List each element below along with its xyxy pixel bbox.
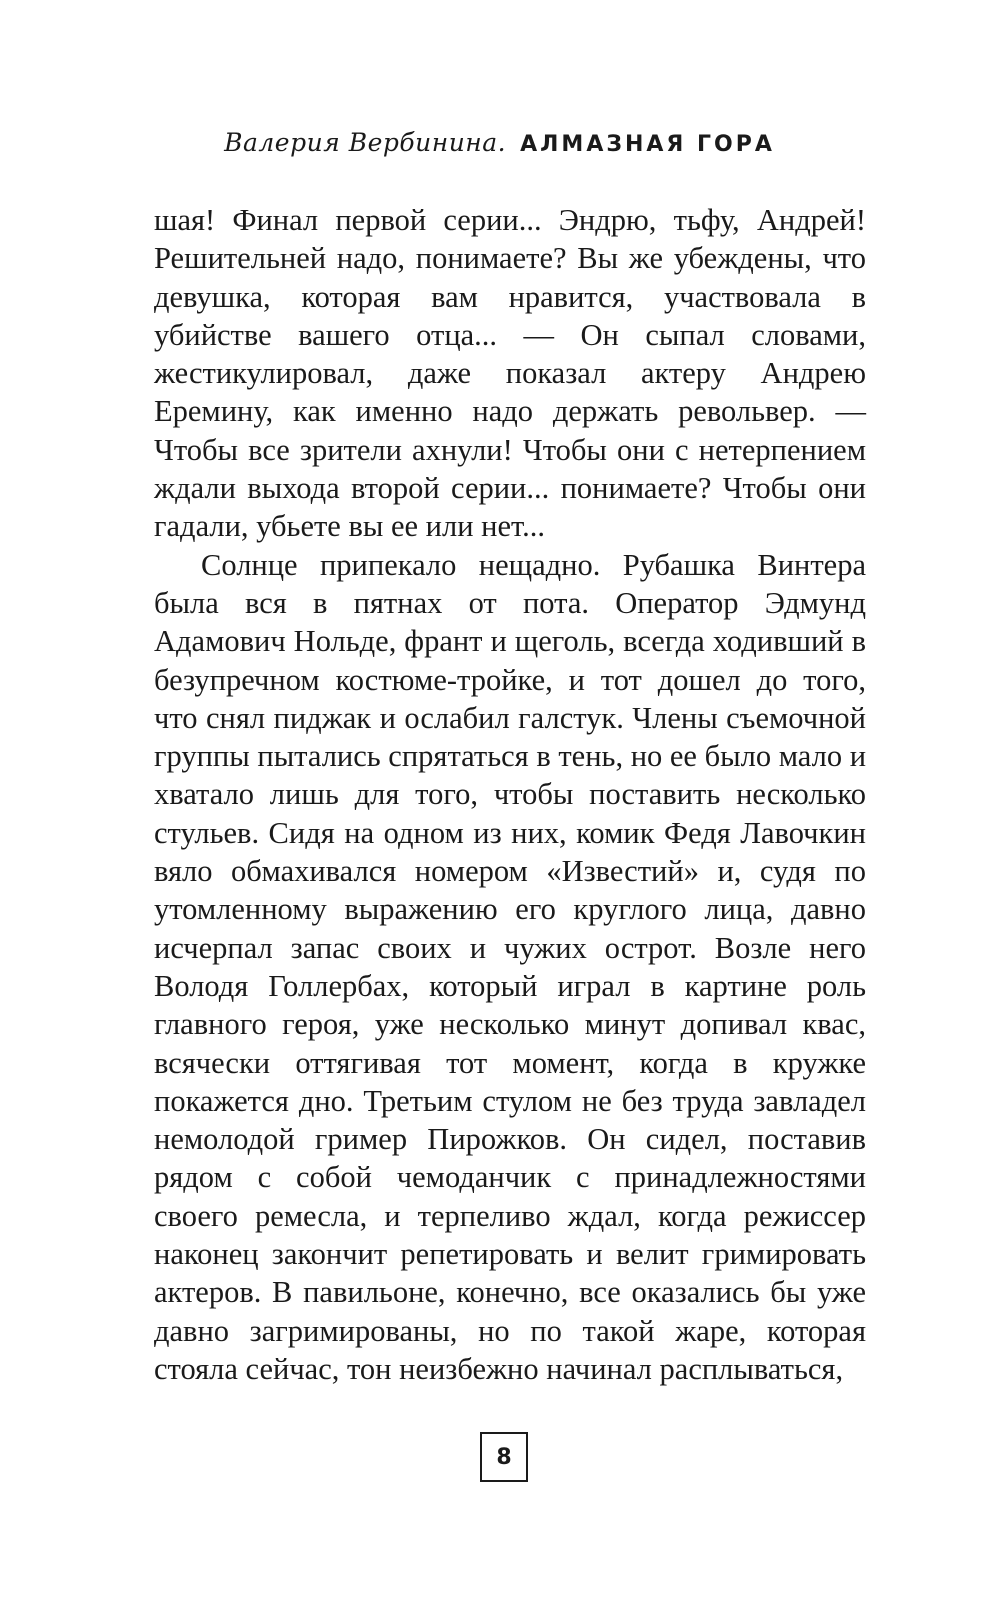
paragraph: Солнце припекало нещадно. Рубашка Винтера была вся в пятнах от пота. Оператор Эдмунд Адамович Нольде, франт и щеголь, всегда ходивший в безупречном костюме-тройке, и тот дошел до того, что снял пиджак и ослабил галстук. Члены съемочной группы пытались спрятаться в тень, но ее было мало и хватало лишь для того, чтобы поставить несколько стульев. Сидя на одном из них, комик Федя Лавочкин вяло обмахивался номером «Известий» и, судя по утомленному выражению его круглого лица, давно исчерпал запас своих и чужих острот. Возле него Володя Голлербах, который играл в картине роль главного героя, уже несколько минут допивал квас, всячески оттягивая тот момент, когда в кружке покажется дно. Третьим стулом не без труда завладел немолодой гример Пирожков. Он сидел, поставив рядом с собой чемоданчик с принадлежностями своего ремесла, и терпеливо ждал, когда режиссер наконец закончит репетировать и велит гримировать актеров. В павильоне, конечно, все оказались бы уже давно загримированы, но по такой жаре, которая стояла сейчас, тон неизбежно начинал расплываться, [154,547,867,1386]
running-header [0,128,999,157]
paragraph-continued: шая! Финал первой серии... Эндрю, тьфу, Андрей! Решительней надо, понимаете? Вы же убеждены, что девушка, которая вам нравится, участвовала в убийстве вашего отца... — Он сыпал словами, жестикулировал, даже показал актеру Андрею Еремину, как именно надо держать револьвер. — Чтобы все зрители ахнули! Чтобы они с нетерпением ждали выхода второй серии... понимаете? Чтобы они гадали, убьете вы ее или нет... [154,203,866,544]
page-number: 8 [480,1432,528,1482]
body-text [154,201,866,1388]
book-title: АЛМАЗНАЯ ГОРА [520,132,775,157]
author-name: Валерия Вербинина. [224,128,507,157]
